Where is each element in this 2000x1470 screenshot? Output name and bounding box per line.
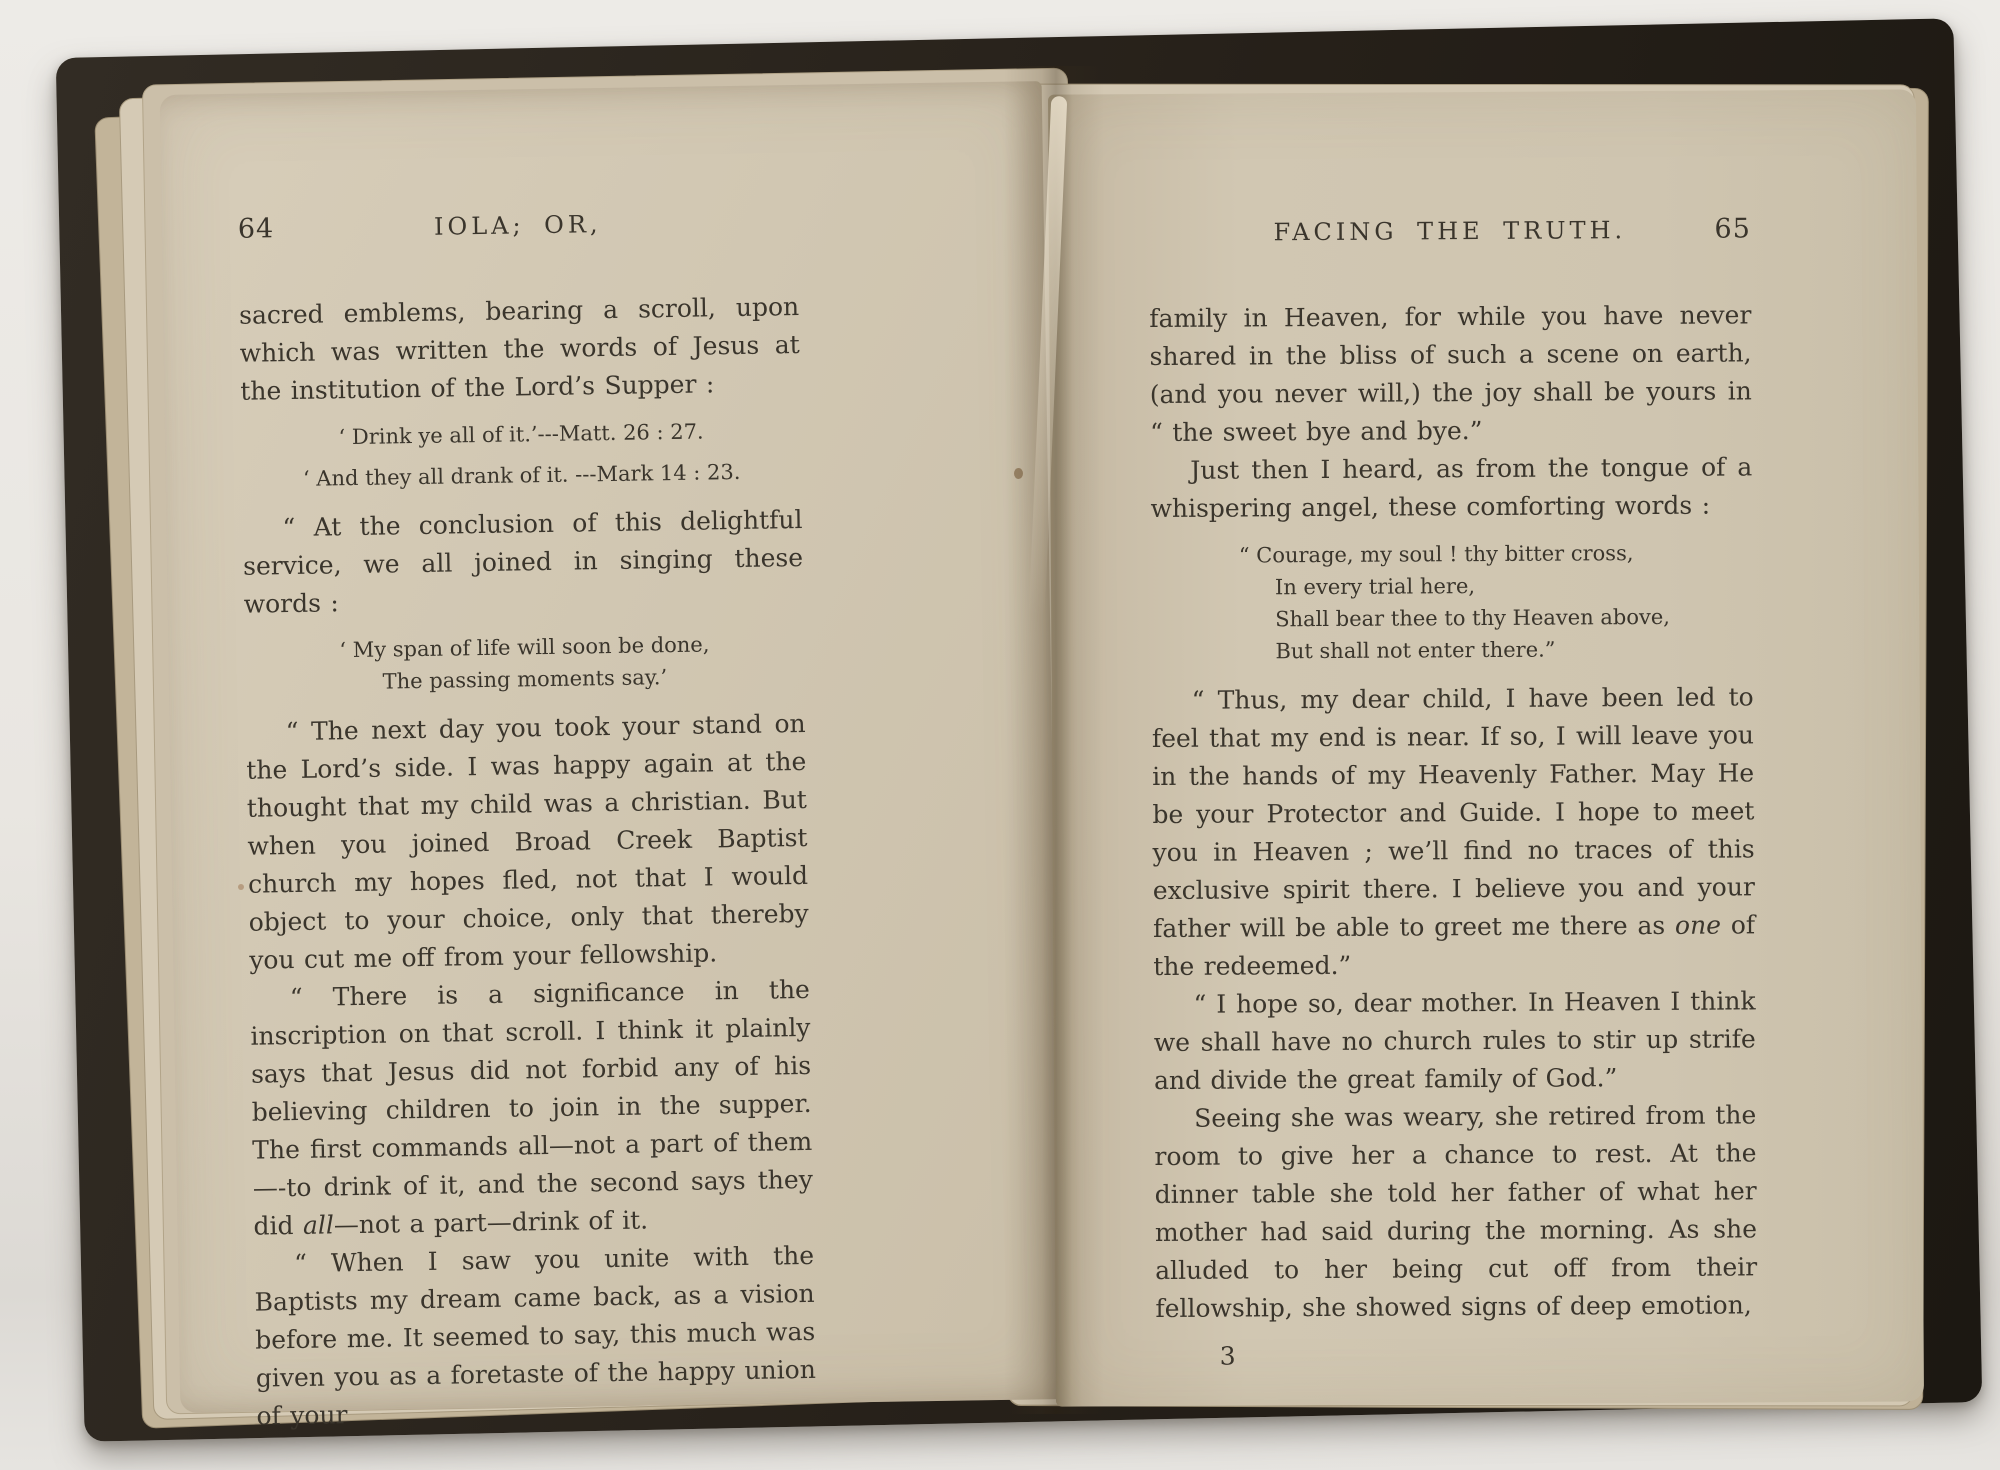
paragraph: “ I hope so, dear mother. In Heaven I think we shall have no church rules to stir up strife and divide the great family of God.”	[1153, 986, 1756, 1096]
italic-word: all	[302, 1210, 335, 1240]
paragraph-text: “ Thus, my dear child, I have been led to feel that my end is near. If so, I will leave you in the hands of my Heavenly Father. May He be your Protector and Guide. I hope to meet you in Heaven ; we’ll find no traces of this exclusive spirit there. I believe you and your father will be able to greet me there as	[1151, 682, 1755, 944]
quote-line: The passing moments say.’	[382, 665, 668, 694]
page-header	[238, 205, 798, 245]
running-title: IOLA; OR,	[433, 210, 602, 241]
paragraph: family in Heaven, for while you have never shared in the bliss of such a scene on earth, (and you never will,) the joy shall be yours in “ the sweet bye and bye.”	[1149, 300, 1752, 448]
quote-line: “ Courage, my soul ! thy bitter cross,	[1238, 541, 1634, 568]
italic-word: one	[1674, 910, 1722, 940]
quote-line: In every trial here,	[1274, 574, 1476, 600]
paragraph: sacred emblems, bearing a scroll, upon which was written the words of Jesus at the institution of the Lord’s Supper :	[238, 291, 800, 406]
paragraph-text: —not a part—drink of it.	[333, 1205, 649, 1240]
right-page	[1048, 89, 1924, 1406]
paragraph: Seeing she was weary, she retired from the room to give her a chance to rest. At the dinner table she told her father of what her mother had said during the morning. As she alluded to her being cut off from their fellowship, she showed signs of deep emotion,	[1154, 1100, 1758, 1324]
paragraph: Just then I heard, as from the tongue of a whispering angel, these comforting words :	[1150, 452, 1753, 524]
scripture-quote	[241, 414, 802, 496]
paragraph: “ When I saw you unite with the Baptists my dream came back, as a vision before me. It seemed to say, this much was given you as a foretaste of the happy union of your	[254, 1240, 817, 1431]
page-number: 65	[1714, 213, 1751, 245]
left-page	[160, 81, 1063, 1431]
signature-mark: 3	[1219, 1341, 1236, 1371]
paragraph	[1152, 678, 1756, 986]
quote-line: But shall not enter there.”	[1275, 637, 1556, 664]
paragraph-text: of the redeemed.”	[1153, 910, 1756, 982]
running-title: FACING THE TRUTH.	[1273, 216, 1627, 247]
paragraph-text: “ There is a significance in the inscription on that scroll. I think it plainly says that Jesus did not forbid any of his believing children to join in the supper. The first commands all—not a part of them—-to drink of it, and the second says they did	[250, 974, 814, 1241]
paragraph	[250, 971, 814, 1246]
quote-line: ‘ Drink ye all of it.’---Matt. 26 : 27.	[338, 419, 704, 450]
hymn-quote	[244, 627, 805, 700]
paragraph: “ At the conclusion of this delightful service, we all joined in singing these words :	[242, 504, 804, 619]
page-header	[1149, 213, 1751, 248]
quote-line: ‘ And they all drank of it. ---Mark 14 : 23.	[302, 459, 741, 491]
verse-quote	[1239, 536, 1754, 667]
paragraph: “ The next day you took your stand on the Lord’s side. I was happy again at the thought that my child was a christian. But when you joined Broad Creek Baptist church my hopes fled, not that I would object to your choice, only that thereby you cut me off from your fellowship.	[246, 708, 809, 975]
page-number: 64	[237, 213, 275, 245]
quote-line: ‘ My span of life will soon be done,	[339, 632, 710, 663]
quote-line: Shall bear thee to thy Heaven above,	[1275, 604, 1671, 632]
